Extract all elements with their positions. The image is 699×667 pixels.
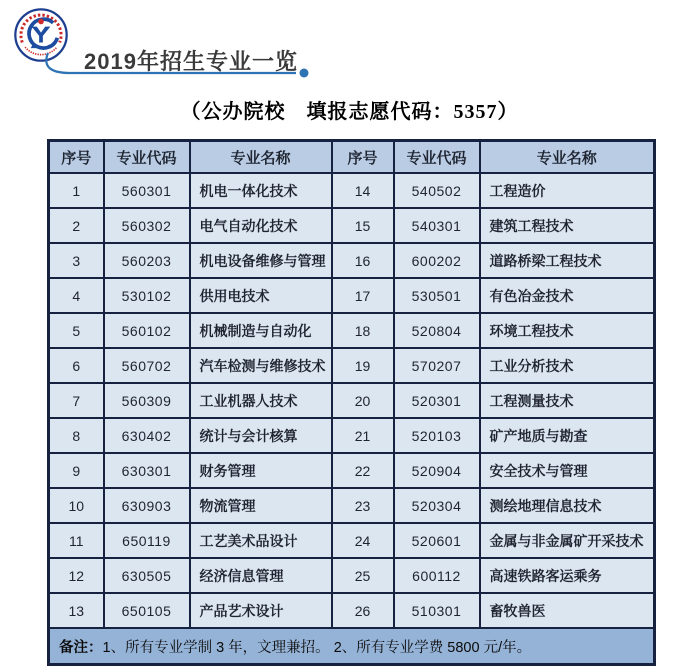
table-row bbox=[49, 313, 655, 348]
major-name-cell: 工程测量技术 bbox=[480, 383, 655, 418]
seq-cell: 26 bbox=[332, 593, 394, 628]
name-header: 专业名称 bbox=[190, 141, 332, 174]
major-name-cell: 环境工程技术 bbox=[480, 313, 655, 348]
code-cell: 650105 bbox=[104, 593, 190, 628]
major-name-cell: 财务管理 bbox=[190, 453, 332, 488]
seq-header: 序号 bbox=[332, 141, 394, 174]
code-cell: 630402 bbox=[104, 418, 190, 453]
major-name-cell: 工艺美术品设计 bbox=[190, 523, 332, 558]
subtitle-volunteer-code: （公办院校 填报志愿代码：5357） bbox=[180, 101, 519, 123]
major-name-cell: 电气自动化技术 bbox=[190, 208, 332, 243]
code-cell: 530102 bbox=[104, 278, 190, 313]
major-name-cell: 工业机器人技术 bbox=[190, 383, 332, 418]
code-cell: 630301 bbox=[104, 453, 190, 488]
page-title: 2019年招生专业一览 bbox=[84, 49, 298, 74]
code-cell: 560302 bbox=[104, 208, 190, 243]
seq-cell: 6 bbox=[49, 348, 104, 383]
seq-cell: 5 bbox=[49, 313, 104, 348]
major-name-cell: 测绘地理信息技术 bbox=[480, 488, 655, 523]
major-name-cell: 道路桥梁工程技术 bbox=[480, 243, 655, 278]
major-name-cell: 经济信息管理 bbox=[190, 558, 332, 593]
note-row bbox=[49, 628, 655, 665]
major-name-cell: 安全技术与管理 bbox=[480, 453, 655, 488]
major-name-cell: 工业分析技术 bbox=[480, 348, 655, 383]
seq-cell: 20 bbox=[332, 383, 394, 418]
seq-cell: 7 bbox=[49, 383, 104, 418]
major-name-cell: 汽车检测与维修技术 bbox=[190, 348, 332, 383]
major-name-cell: 工程造价 bbox=[480, 173, 655, 208]
major-name-cell: 高速铁路客运乘务 bbox=[480, 558, 655, 593]
name-header: 专业名称 bbox=[480, 141, 655, 174]
seq-cell: 18 bbox=[332, 313, 394, 348]
code-cell: 560309 bbox=[104, 383, 190, 418]
seq-cell: 14 bbox=[332, 173, 394, 208]
table-row bbox=[49, 173, 655, 208]
table-row bbox=[49, 243, 655, 278]
code-cell: 600112 bbox=[394, 558, 480, 593]
major-name-cell: 矿产地质与勘查 bbox=[480, 418, 655, 453]
seq-cell: 9 bbox=[49, 453, 104, 488]
code-cell: 560102 bbox=[104, 313, 190, 348]
seq-cell: 11 bbox=[49, 523, 104, 558]
seq-cell: 4 bbox=[49, 278, 104, 313]
code-cell: 630505 bbox=[104, 558, 190, 593]
code-cell: 520103 bbox=[394, 418, 480, 453]
code-cell: 650119 bbox=[104, 523, 190, 558]
major-name-cell: 机电一体化技术 bbox=[190, 173, 332, 208]
code-cell: 520301 bbox=[394, 383, 480, 418]
title-underline-decoration bbox=[40, 52, 316, 84]
code-cell: 540301 bbox=[394, 208, 480, 243]
seq-cell: 2 bbox=[49, 208, 104, 243]
code-cell: 520804 bbox=[394, 313, 480, 348]
note-text: 1、所有专业学制 3 年，文理兼招。 2、所有专业学费 5800 元/年。 bbox=[102, 639, 532, 656]
major-name-cell: 金属与非金属矿开采技术 bbox=[480, 523, 655, 558]
code-cell: 560203 bbox=[104, 243, 190, 278]
major-name-cell: 机械制造与自动化 bbox=[190, 313, 332, 348]
seq-cell: 15 bbox=[332, 208, 394, 243]
table-row bbox=[49, 383, 655, 418]
code-cell: 630903 bbox=[104, 488, 190, 523]
code-cell: 570207 bbox=[394, 348, 480, 383]
table-row bbox=[49, 453, 655, 488]
seq-cell: 22 bbox=[332, 453, 394, 488]
major-name-cell: 物流管理 bbox=[190, 488, 332, 523]
major-name-cell: 产品艺术设计 bbox=[190, 593, 332, 628]
table-row bbox=[49, 558, 655, 593]
table-row bbox=[49, 208, 655, 243]
major-name-cell: 建筑工程技术 bbox=[480, 208, 655, 243]
table-row bbox=[49, 523, 655, 558]
note-label: 备注： bbox=[59, 639, 103, 656]
table-body bbox=[49, 173, 655, 628]
major-name-cell: 机电设备维修与管理 bbox=[190, 243, 332, 278]
seq-cell: 24 bbox=[332, 523, 394, 558]
code-cell: 510301 bbox=[394, 593, 480, 628]
code-cell: 560301 bbox=[104, 173, 190, 208]
table-header-row bbox=[49, 141, 655, 174]
table-row bbox=[49, 278, 655, 313]
seq-cell: 13 bbox=[49, 593, 104, 628]
code-cell: 540502 bbox=[394, 173, 480, 208]
code-cell: 530501 bbox=[394, 278, 480, 313]
seq-cell: 10 bbox=[49, 488, 104, 523]
table-row bbox=[49, 488, 655, 523]
code-header: 专业代码 bbox=[394, 141, 480, 174]
seq-cell: 19 bbox=[332, 348, 394, 383]
major-name-cell: 畜牧兽医 bbox=[480, 593, 655, 628]
code-cell: 520904 bbox=[394, 453, 480, 488]
major-name-cell: 统计与会计核算 bbox=[190, 418, 332, 453]
seq-cell: 1 bbox=[49, 173, 104, 208]
seq-cell: 16 bbox=[332, 243, 394, 278]
code-header: 专业代码 bbox=[104, 141, 190, 174]
table-row bbox=[49, 418, 655, 453]
seq-cell: 21 bbox=[332, 418, 394, 453]
major-name-cell: 供用电技术 bbox=[190, 278, 332, 313]
code-cell: 520601 bbox=[394, 523, 480, 558]
seq-cell: 23 bbox=[332, 488, 394, 523]
code-cell: 600202 bbox=[394, 243, 480, 278]
seq-cell: 25 bbox=[332, 558, 394, 593]
majors-table bbox=[47, 139, 656, 666]
code-cell: 520304 bbox=[394, 488, 480, 523]
seq-cell: 12 bbox=[49, 558, 104, 593]
code-cell: 560702 bbox=[104, 348, 190, 383]
note-cell bbox=[49, 628, 655, 665]
table-row bbox=[49, 593, 655, 628]
major-name-cell: 有色冶金技术 bbox=[480, 278, 655, 313]
seq-cell: 17 bbox=[332, 278, 394, 313]
seq-cell: 8 bbox=[49, 418, 104, 453]
table-row bbox=[49, 348, 655, 383]
seq-header: 序号 bbox=[49, 141, 104, 174]
seq-cell: 3 bbox=[49, 243, 104, 278]
